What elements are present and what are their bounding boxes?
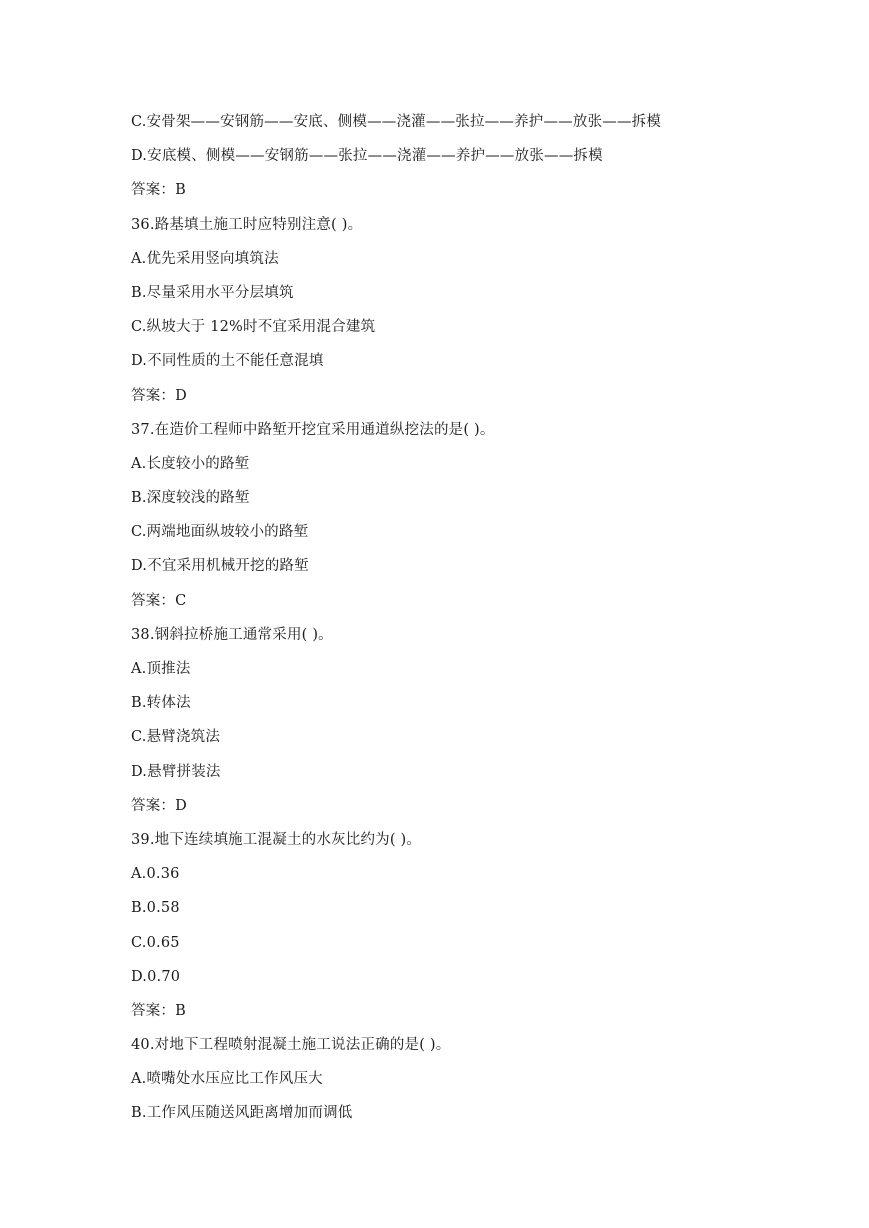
question-39: 39.地下连续填施工混凝土的水灰比约为( )。 <box>131 831 422 848</box>
option-d-q37: D.不宜采用机械开挖的路堑 <box>131 558 309 575</box>
option-d-q36: D.不同性质的土不能任意混填 <box>131 353 324 370</box>
option-d-q39: D.0.70 <box>131 968 181 985</box>
answer-q36: 答案：D <box>131 387 187 404</box>
option-a-q37: A.长度较小的路堑 <box>131 455 250 472</box>
option-b-q37: B.深度较浅的路堑 <box>131 490 250 507</box>
question-36: 36.路基填土施工时应特别注意( )。 <box>131 216 363 233</box>
answer-q38: 答案：D <box>131 797 187 814</box>
answer-q37: 答案：C <box>131 592 187 609</box>
answer-q35: 答案：B <box>131 182 186 199</box>
option-a-q39: A.0.36 <box>131 866 180 883</box>
option-a-q40: A.喷嘴处水压应比工作风压大 <box>131 1071 323 1088</box>
option-b-q36: B.尽量采用水平分层填筑 <box>131 284 294 301</box>
document-page <box>131 107 811 1133</box>
option-b-q40: B.工作风压随送风距离增加而调低 <box>131 1105 353 1122</box>
option-a-q36: A.优先采用竖向填筑法 <box>131 250 279 267</box>
option-b-q39: B.0.58 <box>131 900 180 917</box>
option-d-q35: D.安底模、侧模——安钢筋——张拉——浇灌——养护——放张——拆模 <box>131 148 603 165</box>
question-38: 38.钢斜拉桥施工通常采用( )。 <box>131 626 333 643</box>
option-c-q37: C.两端地面纵坡较小的路堑 <box>131 524 309 541</box>
option-c-q38: C.悬臂浇筑法 <box>131 729 221 746</box>
option-d-q38: D.悬臂拼装法 <box>131 763 221 780</box>
option-b-q38: B.转体法 <box>131 695 191 712</box>
option-c-q39: C.0.65 <box>131 934 180 951</box>
question-37: 37.在造价工程师中路堑开挖宜采用通道纵挖法的是( )。 <box>131 421 495 438</box>
option-c-q35: C.安骨架——安钢筋——安底、侧模——浇灌——张拉——养护——放张——拆模 <box>131 114 662 130</box>
answer-q39: 答案：B <box>131 1002 186 1019</box>
option-a-q38: A.顶推法 <box>131 661 191 677</box>
question-40: 40.对地下工程喷射混凝土施工说法正确的是( )。 <box>131 1037 451 1054</box>
option-c-q36: C.纵坡大于 12%时不宜采用混合建筑 <box>131 319 376 336</box>
